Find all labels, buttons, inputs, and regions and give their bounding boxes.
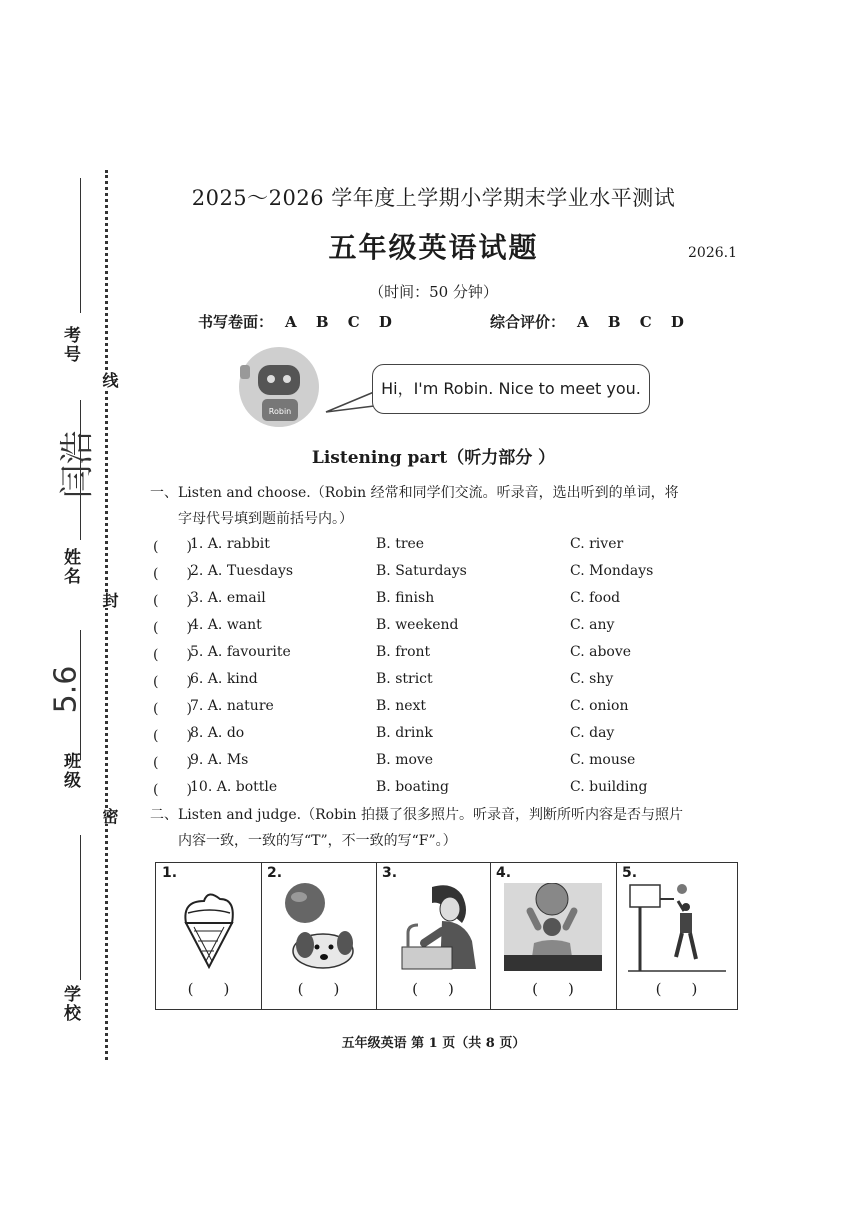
option-b: B. tree — [376, 536, 425, 552]
option-c: C. building — [570, 779, 648, 795]
overall-grade-label: 综合评价： — [490, 313, 566, 331]
picture-table — [155, 862, 738, 1010]
option-a: 5. A. favourite — [190, 644, 291, 660]
picture-number: 4. — [496, 865, 512, 881]
question-row — [153, 698, 713, 720]
option-b: B. next — [376, 698, 427, 714]
option-b: B. finish — [376, 590, 435, 606]
option-b: B. Saturdays — [376, 563, 467, 579]
option-a: 9. A. Ms — [190, 752, 249, 768]
option-b: B. boating — [376, 779, 450, 795]
option-c: C. river — [570, 536, 624, 552]
picture-number: 2. — [267, 865, 283, 881]
basketball-player-icon — [626, 879, 730, 975]
listening-part-title: Listening part（听力部分 ） — [311, 448, 556, 468]
overall-grade-options: A B C D — [577, 313, 684, 331]
picture-cell-3 — [376, 863, 491, 1009]
option-a: 3. A. email — [190, 590, 266, 606]
option-c: C. above — [570, 644, 632, 660]
option-c: C. food — [570, 590, 621, 606]
answer-paren[interactable]: ( ) — [153, 593, 192, 609]
exam-subtitle: 五年级英语试题 — [328, 231, 539, 264]
swimmer-with-ball-icon — [504, 883, 602, 971]
answer-paren[interactable]: ( ) — [153, 566, 192, 582]
option-c: C. mouse — [570, 752, 636, 768]
answer-paren[interactable]: ( ) — [153, 539, 192, 555]
picture-number: 1. — [162, 865, 178, 881]
exam-title: 2025～2026 学年度上学期小学期末学业水平测试 — [191, 186, 676, 210]
answer-paren[interactable]: ( ) — [153, 647, 192, 663]
picture-cell-1 — [156, 863, 262, 1009]
binding-dotted-line — [105, 170, 108, 1060]
writing-grade — [198, 311, 392, 332]
option-a: 6. A. kind — [190, 671, 258, 687]
school-blank — [80, 835, 81, 980]
answer-paren[interactable]: ( ) — [153, 755, 192, 771]
exam-time: （时间：50 分钟） — [369, 283, 498, 301]
option-b: B. weekend — [376, 617, 459, 633]
section1-instruction-line2: 字母代号填到题前括号内。） — [178, 511, 353, 527]
option-b: B. front — [376, 644, 431, 660]
seal-mi-mark: 密 — [100, 808, 119, 824]
class-label: 班级 — [60, 752, 80, 790]
washing-hands-icon — [392, 881, 482, 973]
picture-number: 5. — [622, 865, 638, 881]
question-row — [153, 752, 713, 774]
writing-grade-options: A B C D — [285, 313, 392, 331]
answer-paren[interactable]: ( ) — [153, 674, 192, 690]
answer-blank[interactable]: ( ) — [532, 980, 574, 998]
section1-instruction-line1: 一、Listen and choose.（Robin 经常和同学们交流。听录音，选出听到的单词，将 — [150, 485, 679, 501]
question-row — [153, 590, 713, 612]
page-footer: 五年级英语 第 1 页（共 8 页） — [341, 1036, 526, 1051]
option-a: 1. A. rabbit — [190, 536, 270, 552]
option-c: C. any — [570, 617, 615, 633]
school-label: 学校 — [60, 985, 80, 1023]
option-a: 7. A. nature — [190, 698, 274, 714]
picture-cell-5 — [616, 863, 737, 1009]
robot-badge: Robin — [268, 407, 292, 416]
dog-and-ball-icon — [277, 881, 361, 973]
answer-blank[interactable]: ( ) — [412, 980, 454, 998]
option-b: B. drink — [376, 725, 433, 741]
section2-instruction-line1: 二、Listen and judge.（Robin 拍摄了很多照片。听录音，判断所听内容是否与照片 — [150, 807, 684, 823]
speech-bubble: Hi，I'm Robin. Nice to meet you. — [372, 364, 650, 414]
question-row — [153, 563, 713, 585]
picture-number: 3. — [382, 865, 398, 881]
option-a: 2. A. Tuesdays — [190, 563, 294, 579]
option-a: 4. A. want — [190, 617, 262, 633]
answer-paren[interactable]: ( ) — [153, 620, 192, 636]
handwritten-class: 5.6 — [48, 665, 84, 714]
overall-grade — [490, 311, 684, 332]
ice-cream-icon — [174, 887, 244, 969]
question-row — [153, 779, 713, 801]
option-c: C. Mondays — [570, 563, 654, 579]
question-row — [153, 617, 713, 639]
answer-blank[interactable]: ( ) — [187, 980, 230, 998]
exam-date: 2026.1 — [688, 245, 737, 261]
answer-blank[interactable]: ( ) — [655, 980, 698, 998]
name-label: 姓名 — [60, 548, 80, 586]
robot-icon — [234, 345, 320, 431]
question-row — [153, 725, 713, 747]
question-row — [153, 644, 713, 666]
answer-paren[interactable]: ( ) — [153, 782, 192, 798]
writing-grade-label: 书写卷面： — [198, 313, 274, 331]
answer-paren[interactable]: ( ) — [153, 728, 192, 744]
option-c: C. day — [570, 725, 615, 741]
answer-paren[interactable]: ( ) — [153, 701, 192, 717]
option-c: C. shy — [570, 671, 614, 687]
option-b: B. move — [376, 752, 434, 768]
option-b: B. strict — [376, 671, 433, 687]
exam-number-label: 考号 — [60, 326, 80, 364]
seal-feng-mark: 封 — [100, 592, 119, 608]
picture-cell-4 — [490, 863, 617, 1009]
seal-line-mark: 线 — [100, 372, 119, 388]
option-a: 8. A. do — [190, 725, 245, 741]
option-a: 10. A. bottle — [190, 779, 278, 795]
section2-instruction-line2: 内容一致，一致的写“T”，不一致的写“F”。） — [178, 833, 457, 849]
handwritten-name: 闫浩 — [57, 430, 98, 499]
answer-blank[interactable]: ( ) — [297, 980, 340, 998]
question-row — [153, 671, 713, 693]
picture-cell-2 — [261, 863, 377, 1009]
option-c: C. onion — [570, 698, 629, 714]
question-row — [153, 536, 713, 558]
